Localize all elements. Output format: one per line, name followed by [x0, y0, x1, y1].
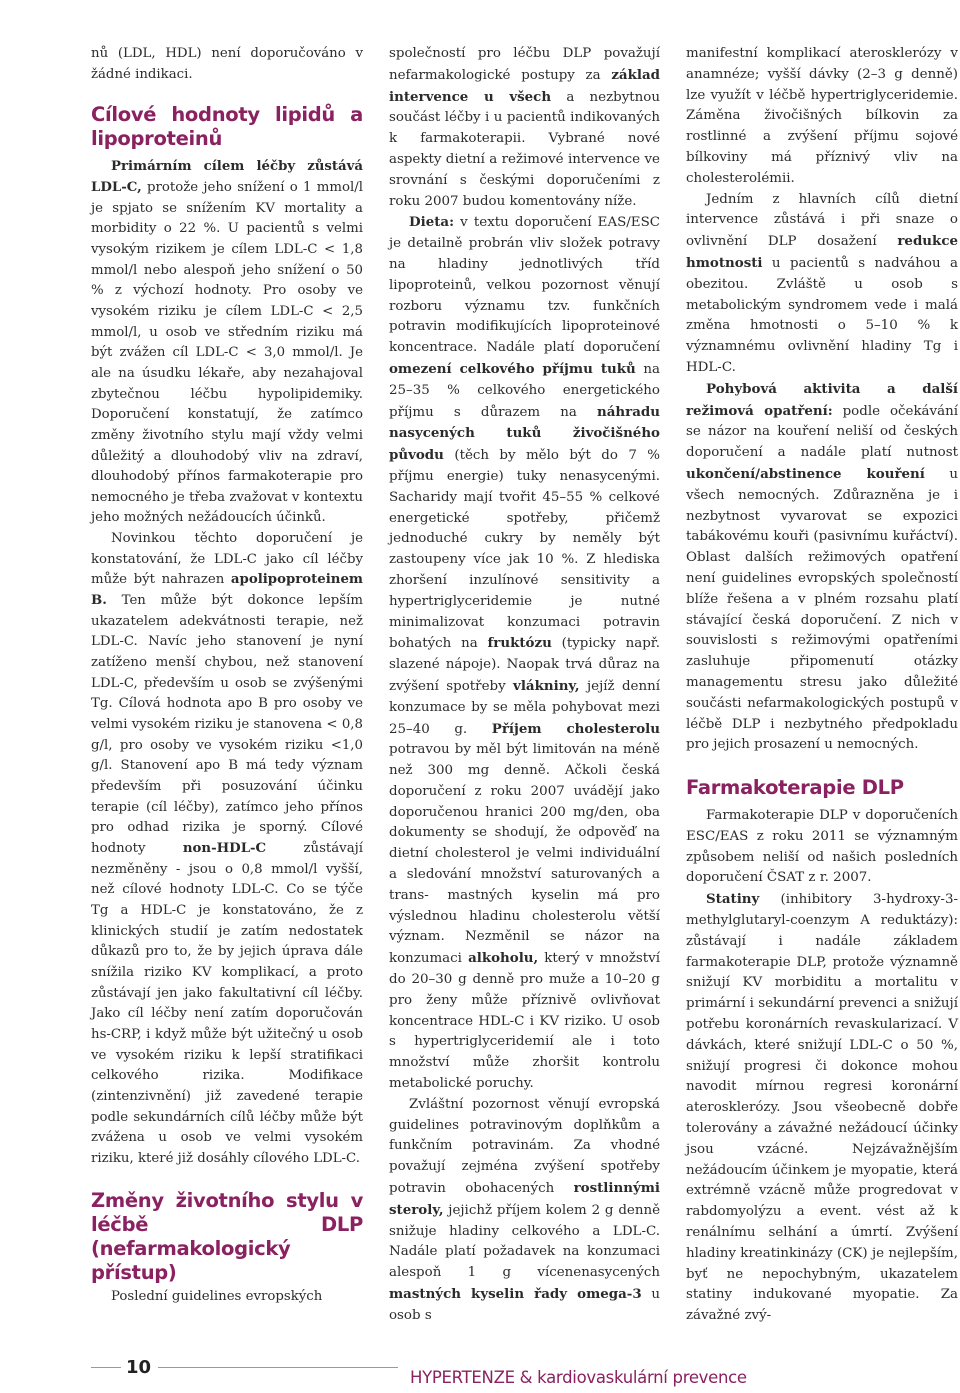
- text: Ten může být dokonce lepším ukazatelem adekvátnosti terapie, než LDL-C. Navíc jeho stanovení je nyní zatíženo menší chybou, než stanovení LDL-C, především u osob se zvýšenými Tg. Cílová hodnota apo B pro osoby ve velmi vysokém riziku je stanovena < 0,8 g/l, pro osoby ve vysokém riziku <1,0 g/l. Stanovení apo B má tedy význam především při posuzování účinku terapie (cíl léčby), zatímco jeho přínos pro odhad rizika je sporný. Cílové hodnoty: [91, 593, 363, 856]
- paragraph: [91, 44, 363, 85]
- bold-text: alkoholu,: [468, 950, 539, 967]
- text: zůstávají nezměněny - jsou o 0,8 mmol/l vyšší, než cílové hodnoty LDL-C. Co se týče Tg a HDL-C je konstatováno, že z klinických studií je zatím nedostatek důkazů pro to, že by jejich úprava dále snížila riziko KV komplikací, a proto zůstávají jen jako fakultativní cíl léčby. Jako cíl léčby není zatím doporučován hs-CRP, i když může být užitečný u osob ve vysokém riziku k lepší stratifikaci celkového rizika. Modifikace (zintenzivnění) již zavedené terapie podle sekundárních cílů léčby může být zvážena u osob ve velmi vysokém riziku, které již dosáhly cílového LDL-C.: [91, 840, 363, 1166]
- text: který v množství do 20–30 g denně pro muže a 10–20 g pro ženy může příznivě ovlivňovat koncentrace HDL-C i KV riziko. U osob s hypertriglyceridemií ale i toto množství může zhoršit kontrolu metabolické poruchy.: [389, 951, 661, 1092]
- bold-text: omezení celkového příjmu tuků: [389, 360, 636, 377]
- text: (typicky např. slazené nápoje). Naopak trvá důraz na zvýšení spotřeby: [389, 636, 660, 694]
- column-2: [389, 44, 660, 1327]
- paragraph: [91, 1287, 363, 1308]
- text: (inhibitory 3-hydroxy-3-methylglutaryl-coenzym A reduktázy): zůstávají i nadále základem farmakoterapie DLP, protože významně snižují KV morbiditu a mortalitu v primární i sekundární prevenci a snižují potřebu koronárních revaskularizací. V dávkách, které snižují LDL-C o 50 %, snižují progresi či dokonce mohou navodit mírnou regresi koronární aterosklerózy. Jsou všeobecně dobře tolerovány a závažné nežádoucí účinky jsou vzácné. Nejzávažnějším nežádoucím účinkem je myopatie, která extrémně vzácně může progredovat v rabdomyolýzu a event. vést až k renálnímu selhání a úmrtí. Zvýšení hladiny kreatinkinázy (CK) je nejlepším, byť ne nepochybným, ukazatelem statiny indukované myopatie. Za závažné zvý-: [686, 892, 958, 1324]
- bold-text: základ intervence u všech: [389, 66, 660, 105]
- text: (těch by mělo být do 7 % příjmu energie) tuky nenasycenými. Sacharidy mají tvořit 45–55 % celkové energetické spotřeby, přičemž jednoduché cukry by neměly být zastoupeny více jak 10 %. Z hlediska zhoršení inzulínové sensitivity a hypertriglyceridemie je nutné minimalizovat konzumaci potravin bohatých na: [389, 448, 660, 652]
- text: na 25–35 % celkového energetického příjmu s důrazem na: [389, 361, 660, 420]
- text: podle očekávání se názor na kouření neliší od českých doporučení a nadále platí nutnost: [686, 403, 959, 461]
- text: jejichž příjem kolem 2 g denně snižuje hladiny celkového a LDL-C. Nadále platí požadavek na konzumaci alespoň 1 g vícenenasycených: [389, 1202, 660, 1281]
- bold-text: non-HDL-C: [182, 840, 267, 856]
- text: společností pro léčbu DLP považují nefarmakologické postupy za: [389, 46, 660, 83]
- paragraph: [686, 44, 958, 190]
- text: Jedním z hlavních cílů dietní intervence zůstává i při snaze o ovlivnění DLP dosažení: [686, 191, 958, 250]
- page-number: 10: [126, 1357, 152, 1378]
- text: u osob s: [389, 1287, 660, 1323]
- paragraph: [389, 212, 660, 1094]
- text: Novinkou těchto doporučení je konstatování, že LDL-C jako cíl léčby může být nahrazen: [91, 531, 363, 588]
- text: u pacientů s nadváhou a obezitou. Zvláště u osob s metabolickým syndromem vede i malá změna hmotnosti o 5–10 % k významnému ovlivnění hladiny Tg i HDL-C.: [686, 255, 958, 375]
- section-heading-lifestyle: Změny životního stylu v léčbě DLP (nefarmakologický přístup): [91, 1189, 363, 1285]
- column-3: [686, 44, 958, 1327]
- bold-text: redukce hmotnosti: [686, 233, 958, 271]
- bold-text: Příjem cholesterolu: [491, 720, 660, 737]
- text: protože jeho snížení o 1 mmol/l je spjato se snížením KV mortality a morbidity o 22 %. U pacientů s velmi vysokým rizikem je cílem LDL-C < 1,8 mmol/l nebo alespoň jeho snížení o 50 % z výchozí hodnoty. Pro osoby ve vysokém riziku je cílem LDL-C < 2,5 mmol/l, u osob ve středním riziku má být zvážen cíl LDL-C < 3,0 mmol/l. Je ale na úsudku lékaře, aby nezahajoval zbytečnou léčbu hypolipidemiky. Doporučení konstatují, že zatímco změny životního stylu mají vždy velmi důležitý a dlouhodobý vliv na zdraví, dlouhodobý přínos farmakoterapie pro nemocného je třeba zvažovat v kontextu jeho možných nežádoucích účinků.: [91, 179, 363, 526]
- bold-text: náhradu nasycených tuků živočišného původu: [389, 403, 660, 464]
- text: u všech nemocných. Zdůrazněna je i nezbytnost vyvarovat se expozici tabákovému kouři (pasivnímu kuřáctví). Oblast dalších režimových opatření není guidelines evropských společností blíže řešena a v plném rozsahu platí stávající česká doporučení. Z nich v souvislosti s režimovými opatřeními zasluhuje připomenutí otázky managementu stresu jako důležité součásti nefarmakologických postupů v léčbě DLP i nezbytného předpokladu pro jejich prosazení u nemocných.: [686, 466, 958, 753]
- paragraph: [91, 529, 363, 1169]
- journal-title: HYPERTENZE & kardiovaskulární prevence: [410, 1368, 747, 1387]
- text: potravou by měl být limitován na méně než 300 mg denně. Ačkoli česká doporučení z roku 2007 uvádějí jako doporučenou hranici 200 mg/den, oba dokumenty se shodují, že odpověď na dietní cholesterol je velmi individuální a sledování množství saturovaných a trans- mastných kyselin má pro výslednou hladinu cholesterolu větší význam. Nezměnil se názor na konzumaci: [389, 742, 660, 967]
- bold-text: vlákniny,: [513, 677, 580, 694]
- column-1: [91, 44, 363, 1308]
- paragraph: [686, 889, 958, 1327]
- paragraph: [91, 157, 363, 529]
- text: v textu doporučení EAS/ESC je detailně probrán vliv složek potravy na hladiny jednotlivých tříd lipoproteinů, velkou pozornost věnují rozboru významu tzv. funkčních potravin modifikujících lipoproteinové koncentrace. Nadále platí doporučení: [389, 215, 660, 356]
- paragraph: [389, 1095, 660, 1327]
- text: Zvláštní pozornost věnují evropská guidelines potravinovým doplňkům a funkčním potravinám. Za vhodné považují zejména zvýšení spotřeby potravin obohacených: [389, 1096, 660, 1197]
- bold-text: Primárním cílem léčby zůstává LDL-C,: [91, 159, 363, 195]
- text: Farmakoterapie DLP v doporučeních ESC/EAS z roku 2011 se významným způsobem neliší od našich posledních doporučení ČSAT z r. 2007.: [686, 808, 958, 886]
- footer-rule-middle: [158, 1367, 398, 1368]
- text: manifestní komplikací aterosklerózy v anamnéze; vyšší dávky (2–3 g denně) lze využít v léčbě hypertriglyceridemie. Záměna živočišných bílkovin za rostlinné a zvýšení příjmu sojové bílkoviny má příznivý vliv na cholesterolémii.: [686, 46, 958, 186]
- section-heading-pharmacotherapy: Farmakoterapie DLP: [686, 776, 904, 800]
- paragraph: [686, 190, 958, 379]
- footer-rule-left: [91, 1367, 121, 1368]
- bold-text: fruktózu: [487, 635, 552, 652]
- bold-text: Dieta:: [409, 214, 455, 231]
- bold-text: Statiny: [706, 891, 760, 908]
- text: jejíž denní konzumace by se měla pohybovat mezi 25–40 g.: [389, 678, 660, 737]
- text: a nezbytnou součást léčby i u pacientů indikovaných k farmakoterapii. Vybrané nové aspekty dietní a režimové intervence ve srovnání s českými doporučeními z roku 2007 budou komentovány níže.: [389, 89, 660, 209]
- bold-text: mastných kyselin řady omega-3: [389, 1286, 642, 1303]
- bold-text: rostlinnými steroly,: [389, 1180, 660, 1218]
- section-heading-lipid-targets: Cílové hodnoty lipidů a lipoproteinů: [91, 103, 363, 151]
- paragraph: [389, 44, 660, 212]
- bold-text: ukončení/abstinence kouření: [686, 465, 925, 482]
- text: Poslední guidelines evropských: [111, 1289, 323, 1305]
- text: nů (LDL, HDL) není doporučováno v žádné indikaci.: [91, 46, 363, 82]
- paragraph: [686, 379, 958, 756]
- paragraph: [686, 806, 958, 889]
- bold-text: Pohybová aktivita a další režimová opatření:: [686, 380, 958, 419]
- bold-text: apolipoproteinem B.: [91, 572, 363, 609]
